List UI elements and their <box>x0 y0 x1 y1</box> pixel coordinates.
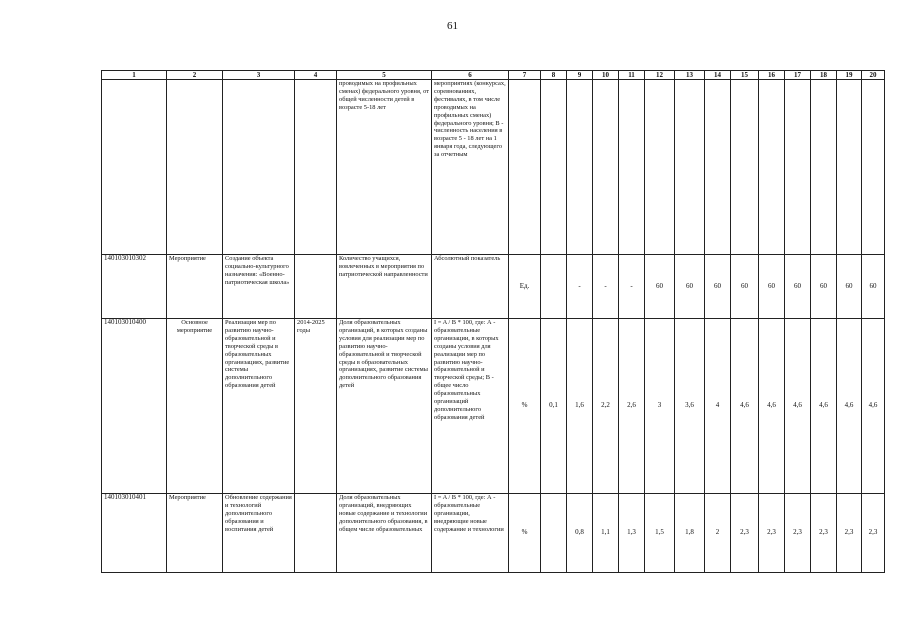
row-code: 140103010400 <box>102 319 167 494</box>
row-type <box>167 80 223 255</box>
value-cell: 60 <box>785 255 811 319</box>
row-formula: I = A / B * 100, где: А - образовательные организации, в которых созданы условия для реализации мер по развитию научно-образовательной и творческой среды; В - общее число образовательных организаций дополнительного образования детей <box>432 319 509 494</box>
page-number: 61 <box>447 20 458 32</box>
row-title: Реализация мер по развитию научно-образовательной и творческой среды в образовательных организациях, развитие системы дополнительного образования детей <box>223 319 295 494</box>
row-indicator: Доля образовательных организаций, в которых созданы условия для реализации мер по развитию научно-образовательной и творческой среды в образовательных организациях, развитие системы дополнительного образования детей <box>337 319 432 494</box>
header-cell: 2 <box>167 71 223 80</box>
value-cell <box>619 80 645 255</box>
row-unit: % <box>509 494 541 573</box>
row-indicator: Доля образовательных организаций, внедряющих новые содержание и технологии дополнительного образования, в общем числе образовательных <box>337 494 432 573</box>
row-period <box>295 494 337 573</box>
value-cell: 60 <box>675 255 705 319</box>
value-cell <box>837 80 862 255</box>
value-cell <box>593 80 619 255</box>
row-type: Основное мероприятие <box>167 319 223 494</box>
row-indicator: Количество учащихся, вовлеченных в мероприятия по патриотической направленности <box>337 255 432 319</box>
table-row <box>102 255 885 319</box>
value-cell: 3,6 <box>675 319 705 494</box>
header-cell: 19 <box>837 71 862 80</box>
header-cell: 4 <box>295 71 337 80</box>
value-cell: 3 <box>645 319 675 494</box>
value-cell <box>731 80 759 255</box>
table-row <box>102 80 885 255</box>
table-row <box>102 494 885 573</box>
header-cell: 7 <box>509 71 541 80</box>
row-code: 140103010401 <box>102 494 167 573</box>
row-code <box>102 80 167 255</box>
row-period <box>295 80 337 255</box>
row-formula: Абсолютный показатель <box>432 255 509 319</box>
header-cell: 12 <box>645 71 675 80</box>
header-cell: 8 <box>541 71 567 80</box>
value-cell: 4,6 <box>759 319 785 494</box>
value-cell: 4,6 <box>811 319 837 494</box>
value-cell: 60 <box>759 255 785 319</box>
value-cell: 4 <box>705 319 731 494</box>
value-cell: 0,1 <box>541 319 567 494</box>
value-cell: - <box>593 255 619 319</box>
value-cell <box>759 80 785 255</box>
value-cell: 4,6 <box>731 319 759 494</box>
value-cell: 60 <box>645 255 675 319</box>
row-unit: Ед. <box>509 255 541 319</box>
row-formula: мероприятиях (конкурсах, соревнованиях, фестивалях, в том числе проводимых на профильных сменах) федерального уровня; В - численность населения в возрасте 5 - 18 лет на 1 января года, следующего за отчетным <box>432 80 509 255</box>
value-cell <box>785 80 811 255</box>
value-cell: - <box>567 255 593 319</box>
row-period: 2014-2025 годы <box>295 319 337 494</box>
header-cell: 5 <box>337 71 432 80</box>
value-cell: 2,3 <box>862 494 885 573</box>
value-cell <box>567 80 593 255</box>
value-cell <box>645 80 675 255</box>
value-cell <box>541 80 567 255</box>
value-cell <box>862 80 885 255</box>
value-cell: 1,5 <box>645 494 675 573</box>
value-cell <box>811 80 837 255</box>
header-cell: 1 <box>102 71 167 80</box>
value-cell: 2,6 <box>619 319 645 494</box>
value-cell: 2,3 <box>785 494 811 573</box>
value-cell: 4,6 <box>837 319 862 494</box>
value-cell <box>541 255 567 319</box>
value-cell: 4,6 <box>785 319 811 494</box>
header-cell: 3 <box>223 71 295 80</box>
value-cell: 1,3 <box>619 494 645 573</box>
header-cell: 16 <box>759 71 785 80</box>
indicator-table <box>101 70 885 573</box>
value-cell: 1,8 <box>675 494 705 573</box>
header-cell: 18 <box>811 71 837 80</box>
row-type: Мероприятие <box>167 255 223 319</box>
value-cell <box>541 494 567 573</box>
value-cell: 4,6 <box>862 319 885 494</box>
header-cell: 20 <box>862 71 885 80</box>
table-row <box>102 319 885 494</box>
value-cell: 60 <box>811 255 837 319</box>
header-cell: 15 <box>731 71 759 80</box>
value-cell: 60 <box>731 255 759 319</box>
value-cell: 1,6 <box>567 319 593 494</box>
header-cell: 10 <box>593 71 619 80</box>
row-formula: I = A / B * 100, где: А - образовательные организации, внедряющие новые содержание и технологии <box>432 494 509 573</box>
row-indicator: проводимых на профильных сменах) федерального уровня, от общей численности детей в возрасте 5-18 лет <box>337 80 432 255</box>
value-cell: 0,8 <box>567 494 593 573</box>
row-type: Мероприятие <box>167 494 223 573</box>
value-cell: 2,3 <box>811 494 837 573</box>
header-cell: 17 <box>785 71 811 80</box>
value-cell: - <box>619 255 645 319</box>
row-period <box>295 255 337 319</box>
row-unit <box>509 80 541 255</box>
value-cell: 60 <box>837 255 862 319</box>
value-cell: 60 <box>705 255 731 319</box>
header-cell: 13 <box>675 71 705 80</box>
row-title: Обновление содержания и технологий дополнительного образования и воспитания детей <box>223 494 295 573</box>
table-header-row <box>102 71 885 80</box>
row-title: Создание объекта социально-культурного назначения: «Военно-патриотическая школа» <box>223 255 295 319</box>
value-cell <box>705 80 731 255</box>
row-code: 140103010302 <box>102 255 167 319</box>
value-cell: 60 <box>862 255 885 319</box>
value-cell: 2,3 <box>731 494 759 573</box>
header-cell: 14 <box>705 71 731 80</box>
header-cell: 9 <box>567 71 593 80</box>
value-cell: 2,3 <box>837 494 862 573</box>
value-cell: 2,2 <box>593 319 619 494</box>
row-title <box>223 80 295 255</box>
header-cell: 11 <box>619 71 645 80</box>
row-unit: % <box>509 319 541 494</box>
value-cell: 1,1 <box>593 494 619 573</box>
value-cell: 2,3 <box>759 494 785 573</box>
header-cell: 6 <box>432 71 509 80</box>
value-cell: 2 <box>705 494 731 573</box>
value-cell <box>675 80 705 255</box>
